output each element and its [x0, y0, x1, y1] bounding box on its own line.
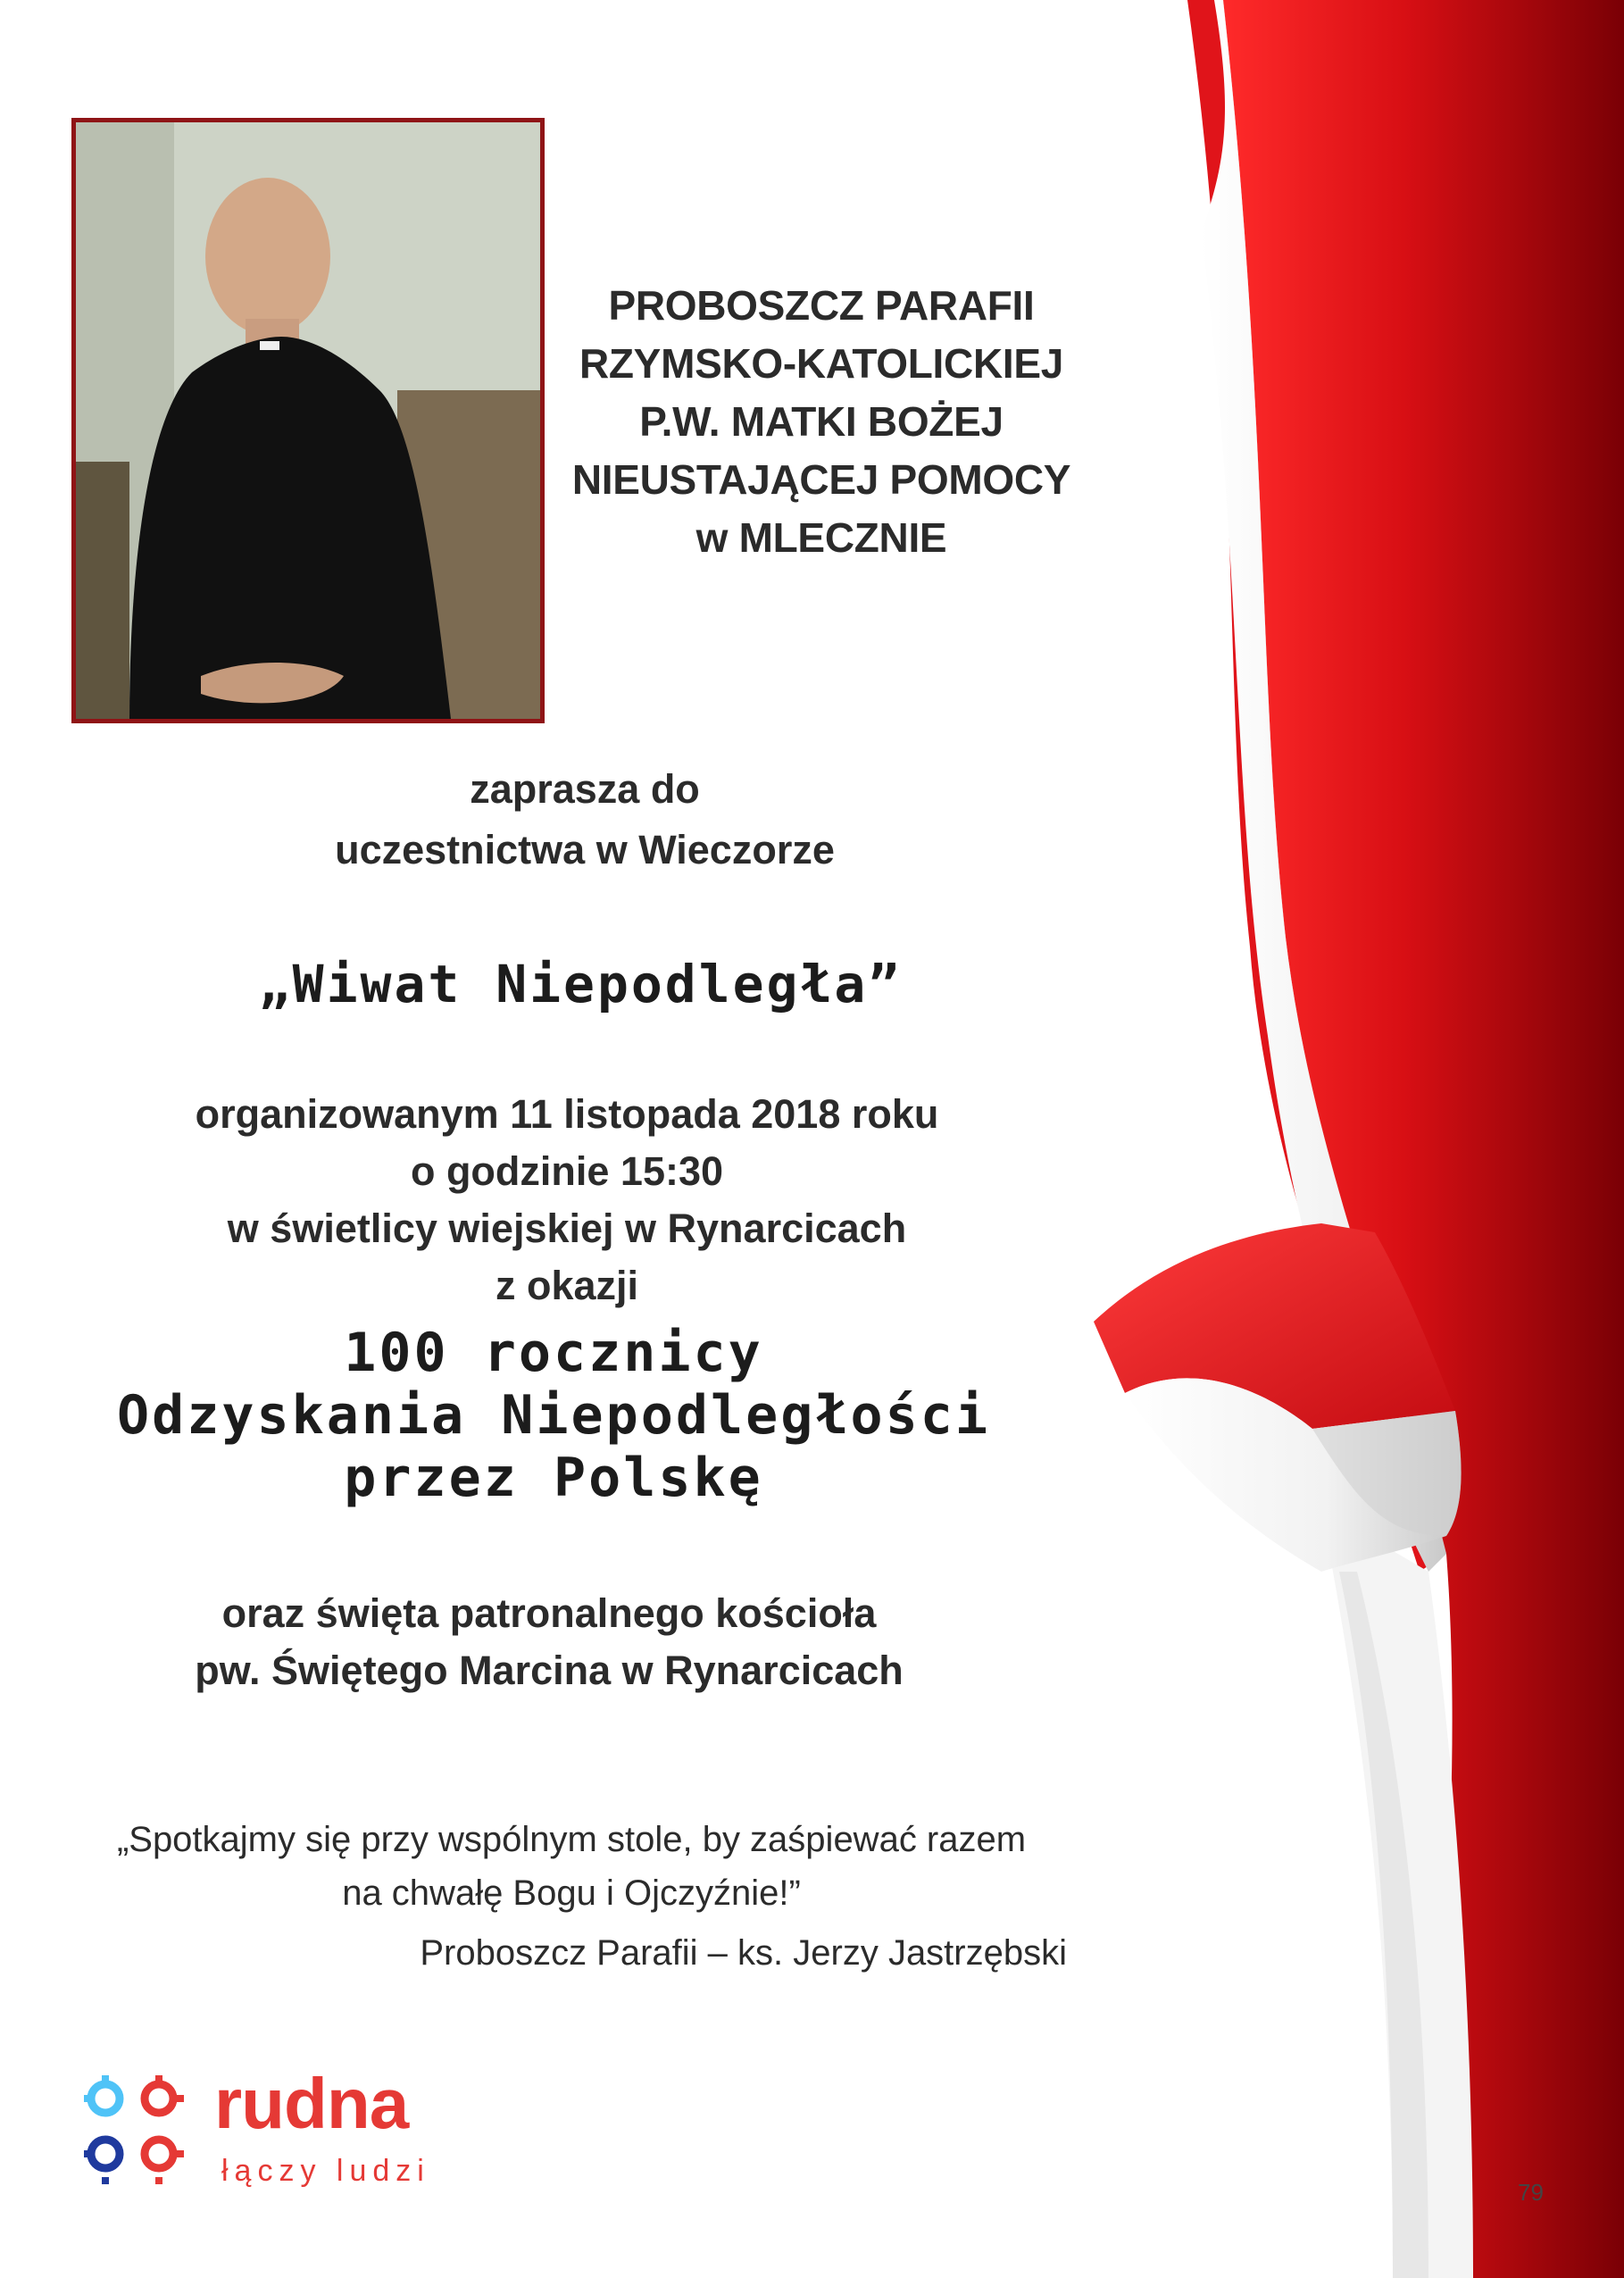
- rudna-logo: [80, 2064, 482, 2197]
- quote-line: na chwałę Bogu i Ojczyźnie!”: [342, 1873, 801, 1913]
- rudna-logo-mark-icon: [80, 2072, 187, 2188]
- event-details: [116, 1086, 1018, 1314]
- invitation-text: [277, 759, 893, 880]
- priest-photo: [71, 118, 545, 723]
- details-line: o godzinie 15:30: [410, 1148, 724, 1194]
- details-line: z okazji: [495, 1263, 639, 1308]
- signature: Proboszcz Parafii – ks. Jerzy Jastrzębski: [420, 1933, 1067, 1973]
- header-line: PROBOSZCZ PARAFII: [608, 282, 1035, 329]
- header-line: P.W. MATKI BOŻEJ: [639, 398, 1004, 445]
- anniversary-line: 100 rocznicy: [344, 1322, 763, 1384]
- header-line: w MLECZNIE: [695, 514, 947, 561]
- anniversary-line: Odzyskania Niepodległości: [116, 1384, 991, 1447]
- logo-tagline: łączy ludzi: [221, 2154, 430, 2188]
- invite-line: uczestnictwa w Wieczorze: [335, 827, 835, 872]
- logo-wordmark: rudna: [214, 2064, 409, 2143]
- details-line: w świetlicy wiejskiej w Rynarcicach: [227, 1206, 907, 1251]
- patron-feast-text: [134, 1585, 964, 1699]
- header-line: NIEUSTAJĄCEJ POMOCY: [571, 456, 1071, 503]
- patron-line: pw. Świętego Marcina w Rynarcicach: [195, 1648, 904, 1693]
- quote: [80, 1813, 1062, 1920]
- details-line: organizowanym 11 listopada 2018 roku: [195, 1091, 939, 1137]
- anniversary-title: [80, 1322, 1027, 1509]
- event-title: „Wiwat Niepodległa”: [258, 954, 903, 1014]
- page-number: 79: [1518, 2179, 1544, 2206]
- anniversary-line: przez Polskę: [344, 1447, 763, 1509]
- invite-line: zaprasza do: [470, 766, 700, 812]
- patron-line: oraz święta patronalnego kościoła: [221, 1590, 877, 1636]
- parish-header: [554, 277, 1089, 567]
- quote-line: „Spotkajmy się przy wspólnym stole, by zaśpiewać razem: [116, 1820, 1027, 1859]
- priest-portrait-image: [76, 122, 540, 719]
- header-line: RZYMSKO-KATOLICKIEJ: [579, 340, 1064, 387]
